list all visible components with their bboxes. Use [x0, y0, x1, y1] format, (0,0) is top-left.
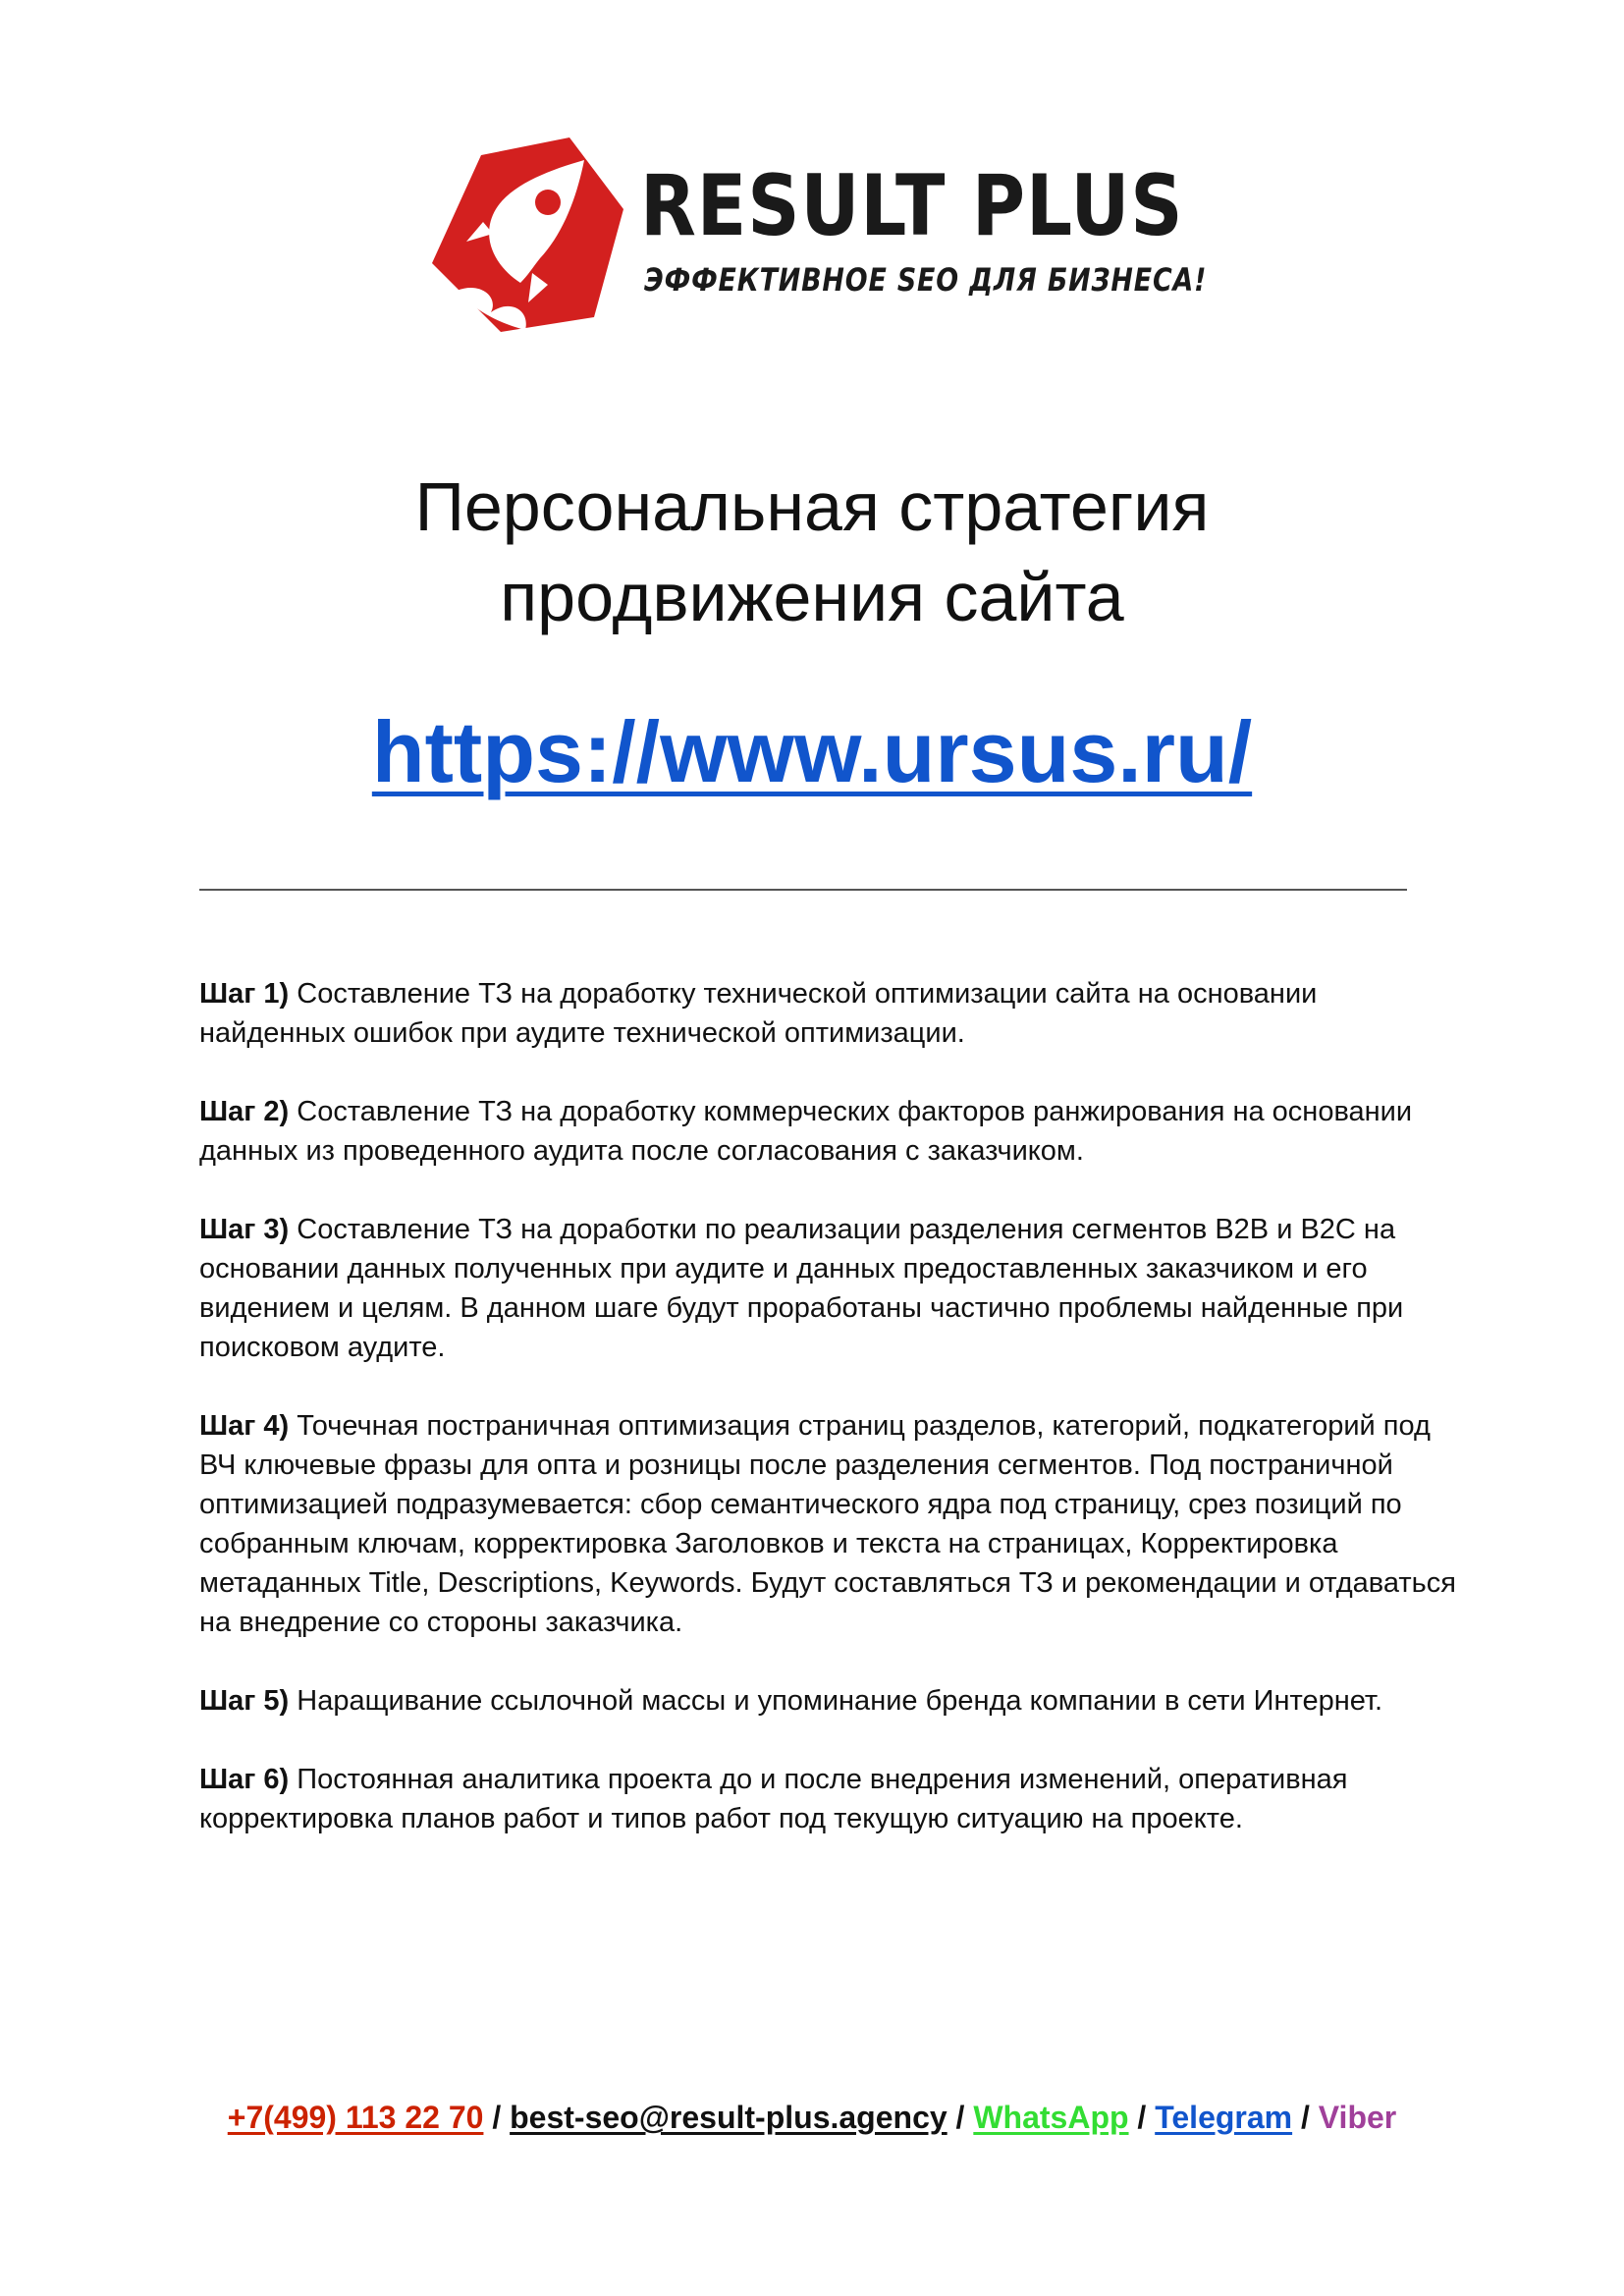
- site-url-heading: [0, 702, 1624, 802]
- step-text: Наращивание ссылочной массы и упоминание бренда компании в сети Интернет.: [297, 1685, 1383, 1717]
- separator: /: [1301, 2100, 1310, 2135]
- title-line-2: продвижения сайта: [500, 559, 1124, 635]
- step-label: Шаг 6): [199, 1764, 290, 1795]
- step-label: Шаг 4): [199, 1410, 290, 1442]
- brand-logo: [422, 116, 1208, 342]
- step-1: [199, 974, 1466, 1053]
- step-text: Составление ТЗ на доработку технической оптимизации сайта на основании найденных ошибок при аудите технической оптимизации.: [199, 978, 1318, 1049]
- step-5: [199, 1681, 1466, 1721]
- steps-list: [199, 974, 1466, 1878]
- step-label: Шаг 5): [199, 1685, 290, 1717]
- phone-link[interactable]: +7(499) 113 22 70: [227, 2100, 484, 2135]
- telegram-link[interactable]: Telegram: [1155, 2100, 1293, 2135]
- step-text: Составление ТЗ на доработку коммерческих факторов ранжирования на основании данных из проведенного аудита после согласования с заказчиком.: [199, 1096, 1413, 1167]
- title-line-1: Персональная стратегия: [414, 468, 1210, 545]
- step-label: Шаг 3): [199, 1214, 290, 1245]
- site-url-link[interactable]: https://www.ursus.ru/: [371, 703, 1253, 800]
- page-title: [0, 462, 1624, 642]
- separator: /: [955, 2100, 965, 2135]
- step-4: [199, 1406, 1466, 1642]
- viber-link[interactable]: Viber: [1318, 2100, 1397, 2135]
- step-2: [199, 1092, 1466, 1171]
- contact-footer: [0, 2100, 1624, 2136]
- rocket-logo-icon: [422, 116, 628, 342]
- step-label: Шаг 2): [199, 1096, 290, 1127]
- separator: /: [1137, 2100, 1147, 2135]
- step-text: Постоянная аналитика проекта до и после внедрения изменений, оперативная корректировка планов работ и типов работ под текущую ситуацию на проекте.: [199, 1764, 1348, 1834]
- step-text: Точечная постраничная оптимизация страниц разделов, категорий, подкатегорий под ВЧ ключевые фразы для опта и розницы после разделения сегментов. Под постраничной оптимизацией подразумевается: сбор семантического ядра под страницу, срез позиций по собранным ключам, корректировка Заголовков и текста на страницах, Корректировка метаданных Title, Descriptions, Keywords. Будут составляться ТЗ и рекомендации и отдаваться на внедрение со стороны заказчика.: [199, 1410, 1456, 1638]
- step-text: Составление ТЗ на доработки по реализации разделения сегментов B2B и B2C на основании данных полученных при аудите и данных предоставленных заказчиком и его видением и целям. В данном шаге будут проработаны частично проблемы найденные при поисковом аудите.: [199, 1214, 1404, 1363]
- separator: /: [492, 2100, 502, 2135]
- brand-name: RESULT PLUS: [640, 157, 1184, 255]
- step-label: Шаг 1): [199, 978, 290, 1010]
- divider: [199, 889, 1407, 891]
- brand-tagline: ЭФФЕКТИВНОЕ SEO ДЛЯ БИЗНЕСА!: [644, 261, 1208, 299]
- step-3: [199, 1210, 1466, 1367]
- whatsapp-link[interactable]: WhatsApp: [973, 2100, 1129, 2135]
- email-link[interactable]: best-seo@result-plus.agency: [510, 2100, 947, 2135]
- step-6: [199, 1760, 1466, 1838]
